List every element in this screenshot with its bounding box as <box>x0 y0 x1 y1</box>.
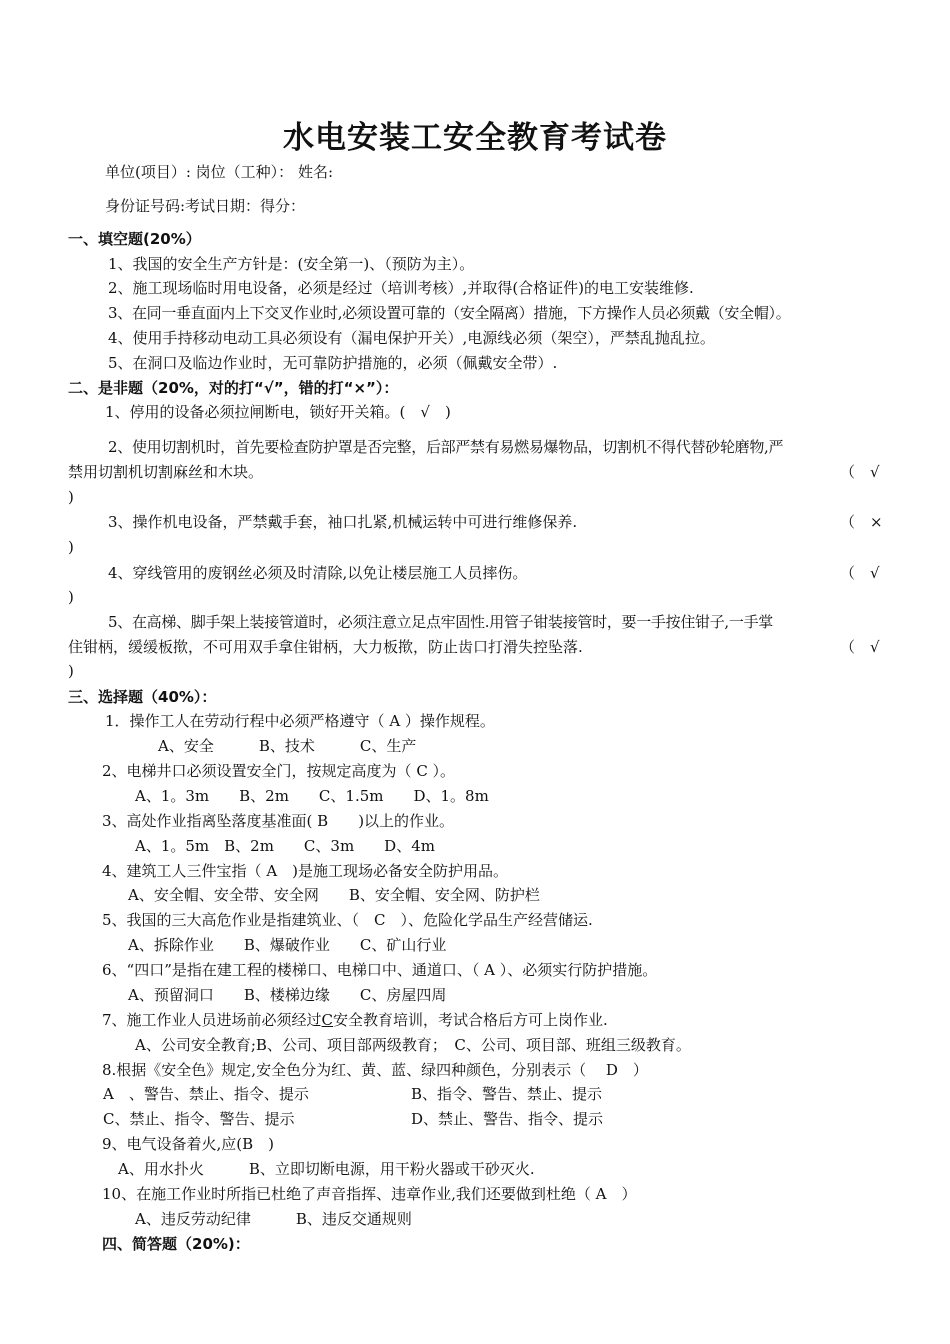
section-choice-heading: 三、选择题（40%）： <box>68 688 217 706</box>
choice-question-7-suffix: 安全教育培训，考试合格后方可上岗作业. <box>333 1011 608 1029</box>
choice-question-3: 3、高处作业指离坠落度基准面( B )以上的作业。 <box>102 812 455 830</box>
choice-options-1: A、安全 B、技术 C、生产 <box>158 737 417 755</box>
fill-question-5: 5、在洞口及临边作业时，无可靠防护措施的，必须（佩戴安全带）. <box>108 354 558 372</box>
tf-question-3: 3、操作机电设备，严禁戴手套，袖口扎紧,机械运转中可进行维修保养. <box>108 513 578 531</box>
tf-question-5-answer: （ √ <box>840 638 880 656</box>
choice-options-6: A、预留洞口 B、楼梯边缘 C、房屋四周 <box>128 986 447 1004</box>
page-title: 水电安装工安全教育考试卷 <box>283 120 667 156</box>
choice-question-5: 5、我国的三大高危作业是指建筑业、（ C ）、危险化学品生产经营储运. <box>102 911 593 929</box>
choice-options-7: A、公司安全教育;B、公司、项目部两级教育； C、公司、项目部、班组三级教育。 <box>135 1036 691 1054</box>
choice-question-4: 4、建筑工人三件宝指（ A )是施工现场必备安全防护用品。 <box>102 862 508 880</box>
choice-question-7-answer: C <box>321 1011 334 1029</box>
tf-question-2-answer: （ √ <box>840 463 880 481</box>
tf-question-4-close: ) <box>68 588 74 606</box>
choice-option-8a: A 、警告、禁止、指令、提示 <box>103 1085 309 1103</box>
choice-options-3: A、1。5m B、2m C、3m D、4m <box>135 837 435 855</box>
choice-question-9: 9、电气设备着火,应(B ) <box>102 1135 275 1153</box>
tf-question-2-close: ) <box>68 488 74 506</box>
tf-question-3-close: ) <box>68 538 74 556</box>
choice-question-7-prefix: 7、施工作业人员进场前必须经过 <box>102 1011 322 1029</box>
choice-question-8: 8.根据《安全色》规定,安全色分为红、黄、蓝、绿四种颜色，分别表示（ D ） <box>102 1061 648 1079</box>
tf-question-5-close: ) <box>68 662 74 680</box>
choice-options-5: A、拆除作业 B、爆破作业 C、矿山行业 <box>128 936 447 954</box>
info-line-id: 身份证号码:考试日期：得分： <box>105 197 306 215</box>
choice-question-1: 1．操作工人在劳动行程中必须严格遵守（ A ）操作规程。 <box>105 712 495 730</box>
fill-question-2: 2、施工现场临时用电设备，必须是经过（培训考核）,并取得(合格证件)的电工安装维修. <box>108 279 694 297</box>
choice-question-10: 10、在施工作业时所指已杜绝了声音指挥、违章作业,我们还要做到杜绝（ A ） <box>102 1185 637 1203</box>
section-short-answer-heading: 四、简答题（20%)： <box>102 1235 250 1253</box>
choice-options-4: A、安全帽、安全带、安全网 B、安全帽、安全网、防护栏 <box>128 886 540 904</box>
fill-question-1: 1、我国的安全生产方针是：(安全第一)、（预防为主）。 <box>108 255 475 273</box>
choice-options-9: A、用水扑火 B、立即切断电源，用干粉火器或干砂灭火. <box>118 1160 535 1178</box>
choice-option-8b: B、指令、警告、禁止、提示 <box>411 1085 603 1103</box>
tf-question-4-answer: （ √ <box>840 564 880 582</box>
choice-options-2: A、1。3m B、2m C、1.5m D、1。8m <box>135 787 489 805</box>
choice-option-8d: D、禁止、警告、指令、提示 <box>411 1110 604 1128</box>
tf-question-2-line-2: 禁用切割机切割麻丝和木块。 <box>68 463 264 481</box>
choice-question-2: 2、电梯井口必须设置安全门，按规定高度为（ C ）。 <box>102 762 456 780</box>
tf-question-3-answer: （ × <box>840 513 883 531</box>
choice-option-8c: C、禁止、指令、警告、提示 <box>103 1110 295 1128</box>
tf-question-1: 1、停用的设备必须拉闸断电，锁好开关箱。( √ ) <box>105 403 451 421</box>
info-line-unit: 单位(项目）: 岗位（工种）： 姓名: <box>105 163 333 181</box>
choice-options-10: A、违反劳动纪律 B、违反交通规则 <box>135 1210 412 1228</box>
section-true-false-heading: 二、是非题（20%，对的打“√”，错的打“×”）： <box>68 379 399 397</box>
choice-question-7 <box>102 1010 608 1030</box>
section-fill-blank-heading: 一、填空题(20%） <box>68 230 201 248</box>
tf-question-2-line-1: 2、使用切割机时，首先要检查防护罩是否完整，后部严禁有易燃易爆物品，切割机不得代替砂轮磨物,严 <box>108 438 784 456</box>
tf-question-5-line-2: 住钳柄，缓缓板揿，不可用双手拿住钳柄，大力板揿，防止齿口打滑失控坠落. <box>68 638 583 656</box>
fill-question-3: 3、在同一垂直面内上下交叉作业时,必须设置可靠的（安全隔离）措施，下方操作人员必须戴（安全帽）。 <box>108 304 791 322</box>
tf-question-5-line-1: 5、在高梯、脚手架上装接管道时，必须注意立足点牢固性.用管子钳装接管时，要一手按住钳子,一手掌 <box>108 613 773 631</box>
tf-question-4: 4、穿线管用的废钢丝必须及时清除,以免让楼层施工人员摔伤。 <box>108 564 528 582</box>
fill-question-4: 4、使用手持移动电动工具必须设有（漏电保护开关）,电源线必须（架空），严禁乱抛乱拉。 <box>108 329 715 347</box>
choice-question-6: 6、“四口”是指在建工程的楼梯口、电梯口中、通道口、（ A ）、必须实行防护措施。 <box>102 961 658 979</box>
